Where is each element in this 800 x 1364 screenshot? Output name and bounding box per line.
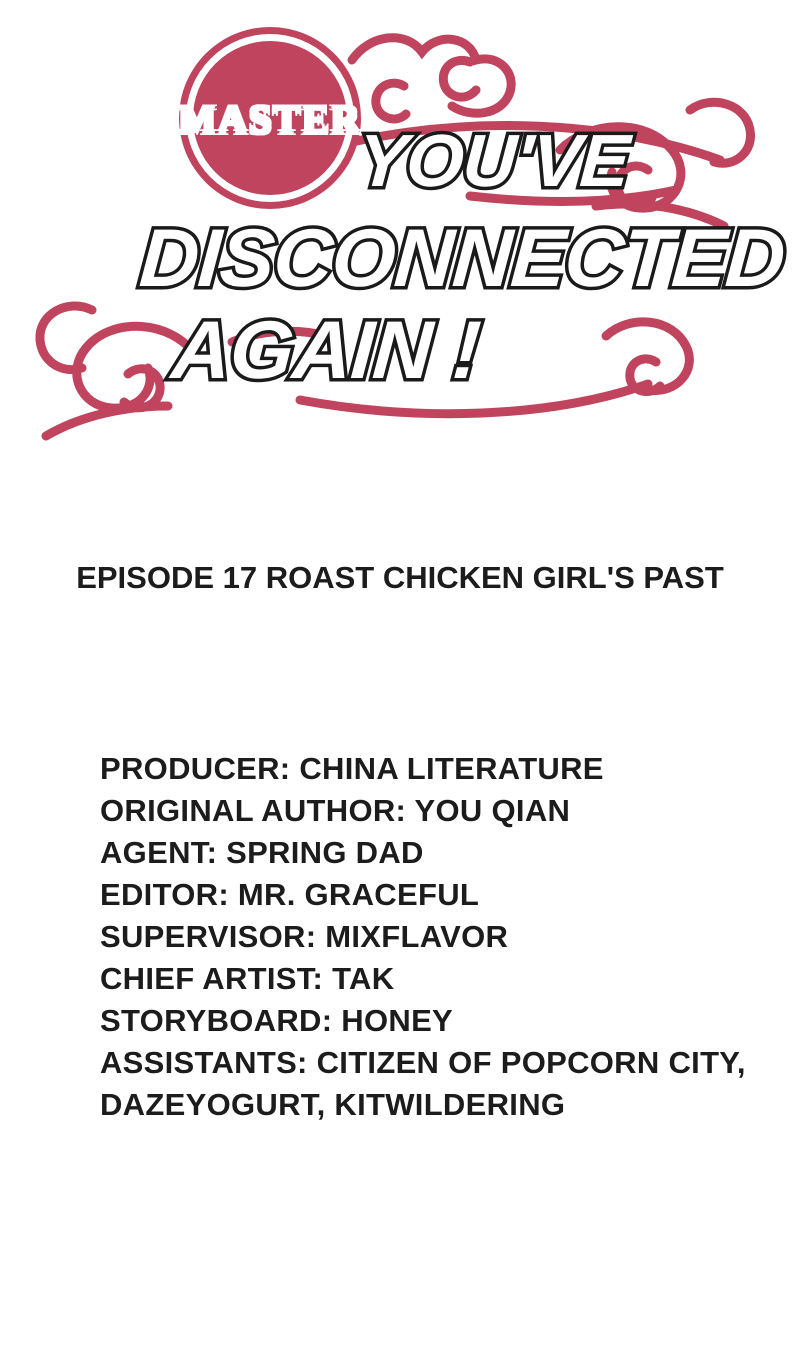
- episode-title: EPISODE 17 ROAST CHICKEN GIRL'S PAST: [76, 560, 724, 595]
- credit-line: EDITOR: MR. GRACEFUL: [100, 877, 480, 912]
- seal-label: MASTER: [178, 97, 362, 142]
- credit-line: SUPERVISOR: MIXFLAVOR: [100, 919, 509, 954]
- credit-line: STORYBOARD: HONEY: [100, 1003, 454, 1038]
- credit-line: DAZEYOGURT, KITWILDERING: [100, 1087, 566, 1122]
- title-line-2: DISCONNECTED: [136, 213, 788, 304]
- credits-block: [100, 748, 760, 1126]
- credit-line: ORIGINAL AUTHOR: YOU QIAN: [100, 793, 571, 828]
- title-line-3: AGAIN !: [168, 305, 483, 396]
- title-banner: [0, 0, 800, 470]
- credit-line: AGENT: SPRING DAD: [100, 835, 424, 870]
- credit-line: PRODUCER: CHINA LITERATURE: [100, 751, 604, 786]
- credit-line: CHIEF ARTIST: TAK: [100, 961, 395, 996]
- credit-line: ASSISTANTS: CITIZEN OF POPCORN CITY,: [100, 1045, 746, 1080]
- title-line-1: YOU'VE: [355, 119, 632, 202]
